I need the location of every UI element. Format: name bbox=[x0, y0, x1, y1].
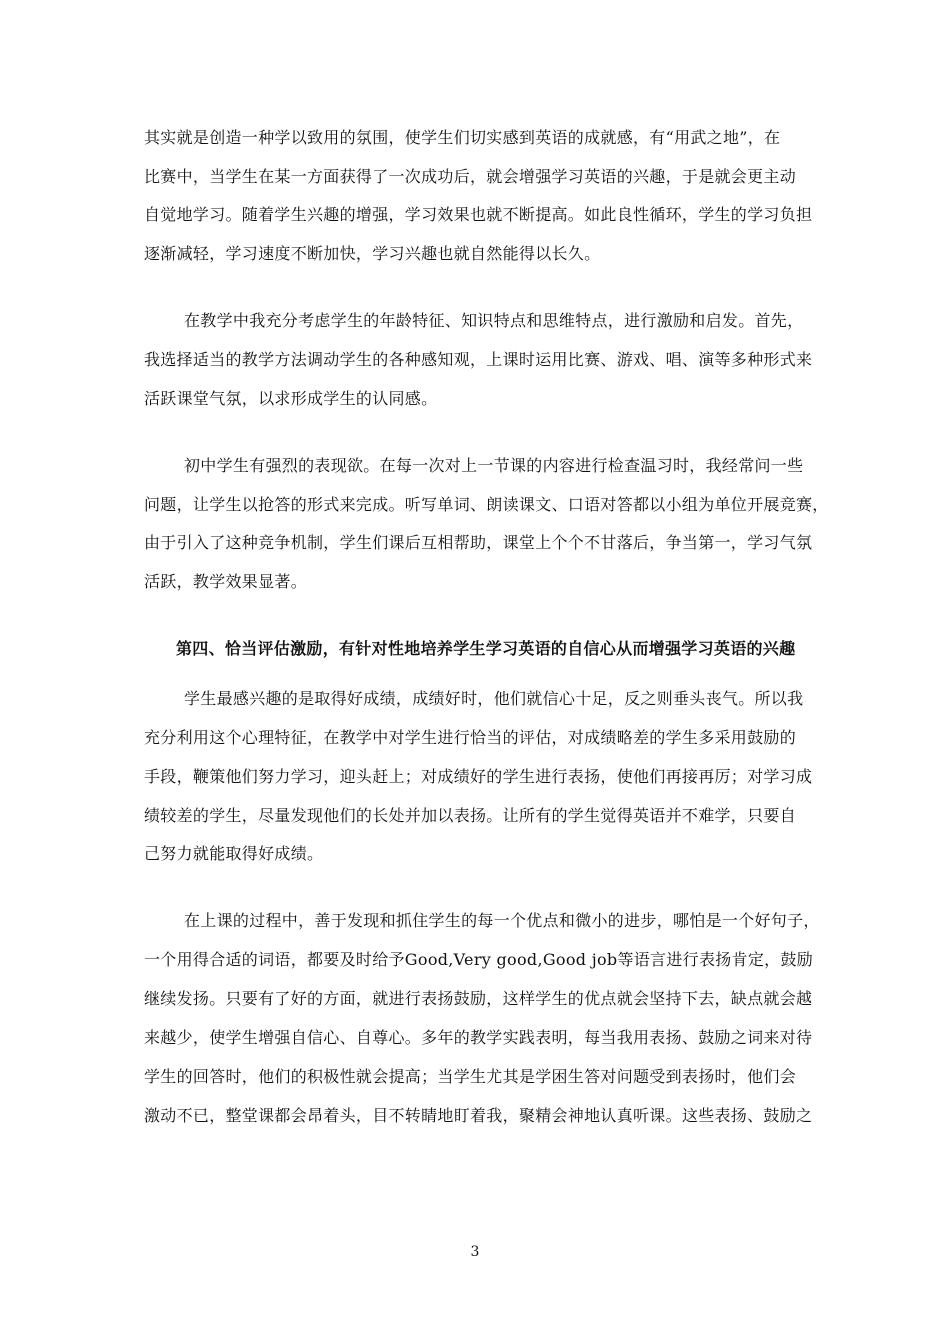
page-number: 3 bbox=[470, 1244, 480, 1260]
paragraph-line: 在教学中我充分考虑学生的年龄特征、知识特点和思维特点，进行激励和启发。首先， bbox=[184, 311, 804, 330]
paragraph-line: 问题，让学生以抢答的形式来完成。听写单词、朗读课文、口语对答都以小组为单位开展竞赛， bbox=[144, 495, 829, 514]
paragraph-line: 学生的回答时，他们的积极性就会提高；当学生尤其是学困生答对问题受到表扬时，他们会 bbox=[144, 1067, 797, 1086]
paragraph-line: 活跃课堂气氛，以求形成学生的认同感。 bbox=[144, 389, 438, 408]
paragraph-line: 继续发扬。只要有了好的方面，就进行表扬鼓励，这样学生的优点就会坚持下去，缺点就会越 bbox=[144, 989, 813, 1008]
paragraph-line: 充分利用这个心理特征，在教学中对学生进行恰当的评估，对成绩略差的学生多采用鼓励的 bbox=[144, 728, 797, 747]
paragraph-line: 活跃，教学效果显著。 bbox=[144, 572, 308, 591]
paragraph-line: 来越少，使学生增强自信心、自尊心。多年的教学实践表明，每当我用表扬、鼓励之词来对待 bbox=[144, 1028, 813, 1047]
paragraph-line: 比赛中，当学生在某一方面获得了一次成功后，就会增强学习英语的兴趣，于是就会更主动 bbox=[144, 167, 797, 186]
paragraph-line: 绩较差的学生，尽量发现他们的长处并加以表扬。让所有的学生觉得英语并不难学，只要自 bbox=[144, 806, 797, 825]
paragraph-line: 学生最感兴趣的是取得好成绩，成绩好时，他们就信心十足，反之则垂头丧气。所以我 bbox=[184, 689, 804, 708]
paragraph-line: 初中学生有强烈的表现欲。在每一次对上一节课的内容进行检查温习时，我经常问一些 bbox=[184, 456, 804, 475]
section-heading: 第四、恰当评估激励，有针对性地培养学生学习英语的自信心从而增强学习英语的兴趣 bbox=[176, 639, 796, 658]
paragraph-line: 由于引入了这种竞争机制，学生们课后互相帮助，课堂上个个不甘落后，争当第一，学习气氛 bbox=[144, 533, 813, 552]
paragraph-line: 我选择适当的教学方法调动学生的各种感知观，上课时运用比赛、游戏、唱、演等多种形式来 bbox=[144, 350, 813, 369]
paragraph-line: 己努力就能取得好成绩。 bbox=[144, 844, 324, 863]
paragraph-line: 在上课的过程中，善于发现和抓住学生的每一个优点和微小的进步，哪怕是一个好句子， bbox=[184, 911, 820, 930]
paragraph-line: 手段，鞭策他们努力学习，迎头赶上；对成绩好的学生进行表扬，使他们再接再厉；对学习成 bbox=[144, 767, 813, 786]
paragraph-line: 自觉地学习。随着学生兴趣的增强，学习效果也就不断提高。如此良性循环，学生的学习负担 bbox=[144, 205, 813, 224]
paragraph-line: 逐渐减轻，学习速度不断加快，学习兴趣也就自然能得以长久。 bbox=[144, 244, 601, 263]
paragraph-line: 激动不已，整堂课都会昂着头，目不转睛地盯着我，聚精会神地认真听课。这些表扬、鼓励之 bbox=[144, 1106, 813, 1125]
paragraph-line: 一个用得合适的词语，都要及时给予Good,Very good,Good job等语言进行表扬肯定，鼓励 bbox=[144, 950, 814, 969]
paragraph-line: 其实就是创造一种学以致用的氛围，使学生们切实感到英语的成就感，有“用武之地”，在 bbox=[144, 128, 781, 147]
